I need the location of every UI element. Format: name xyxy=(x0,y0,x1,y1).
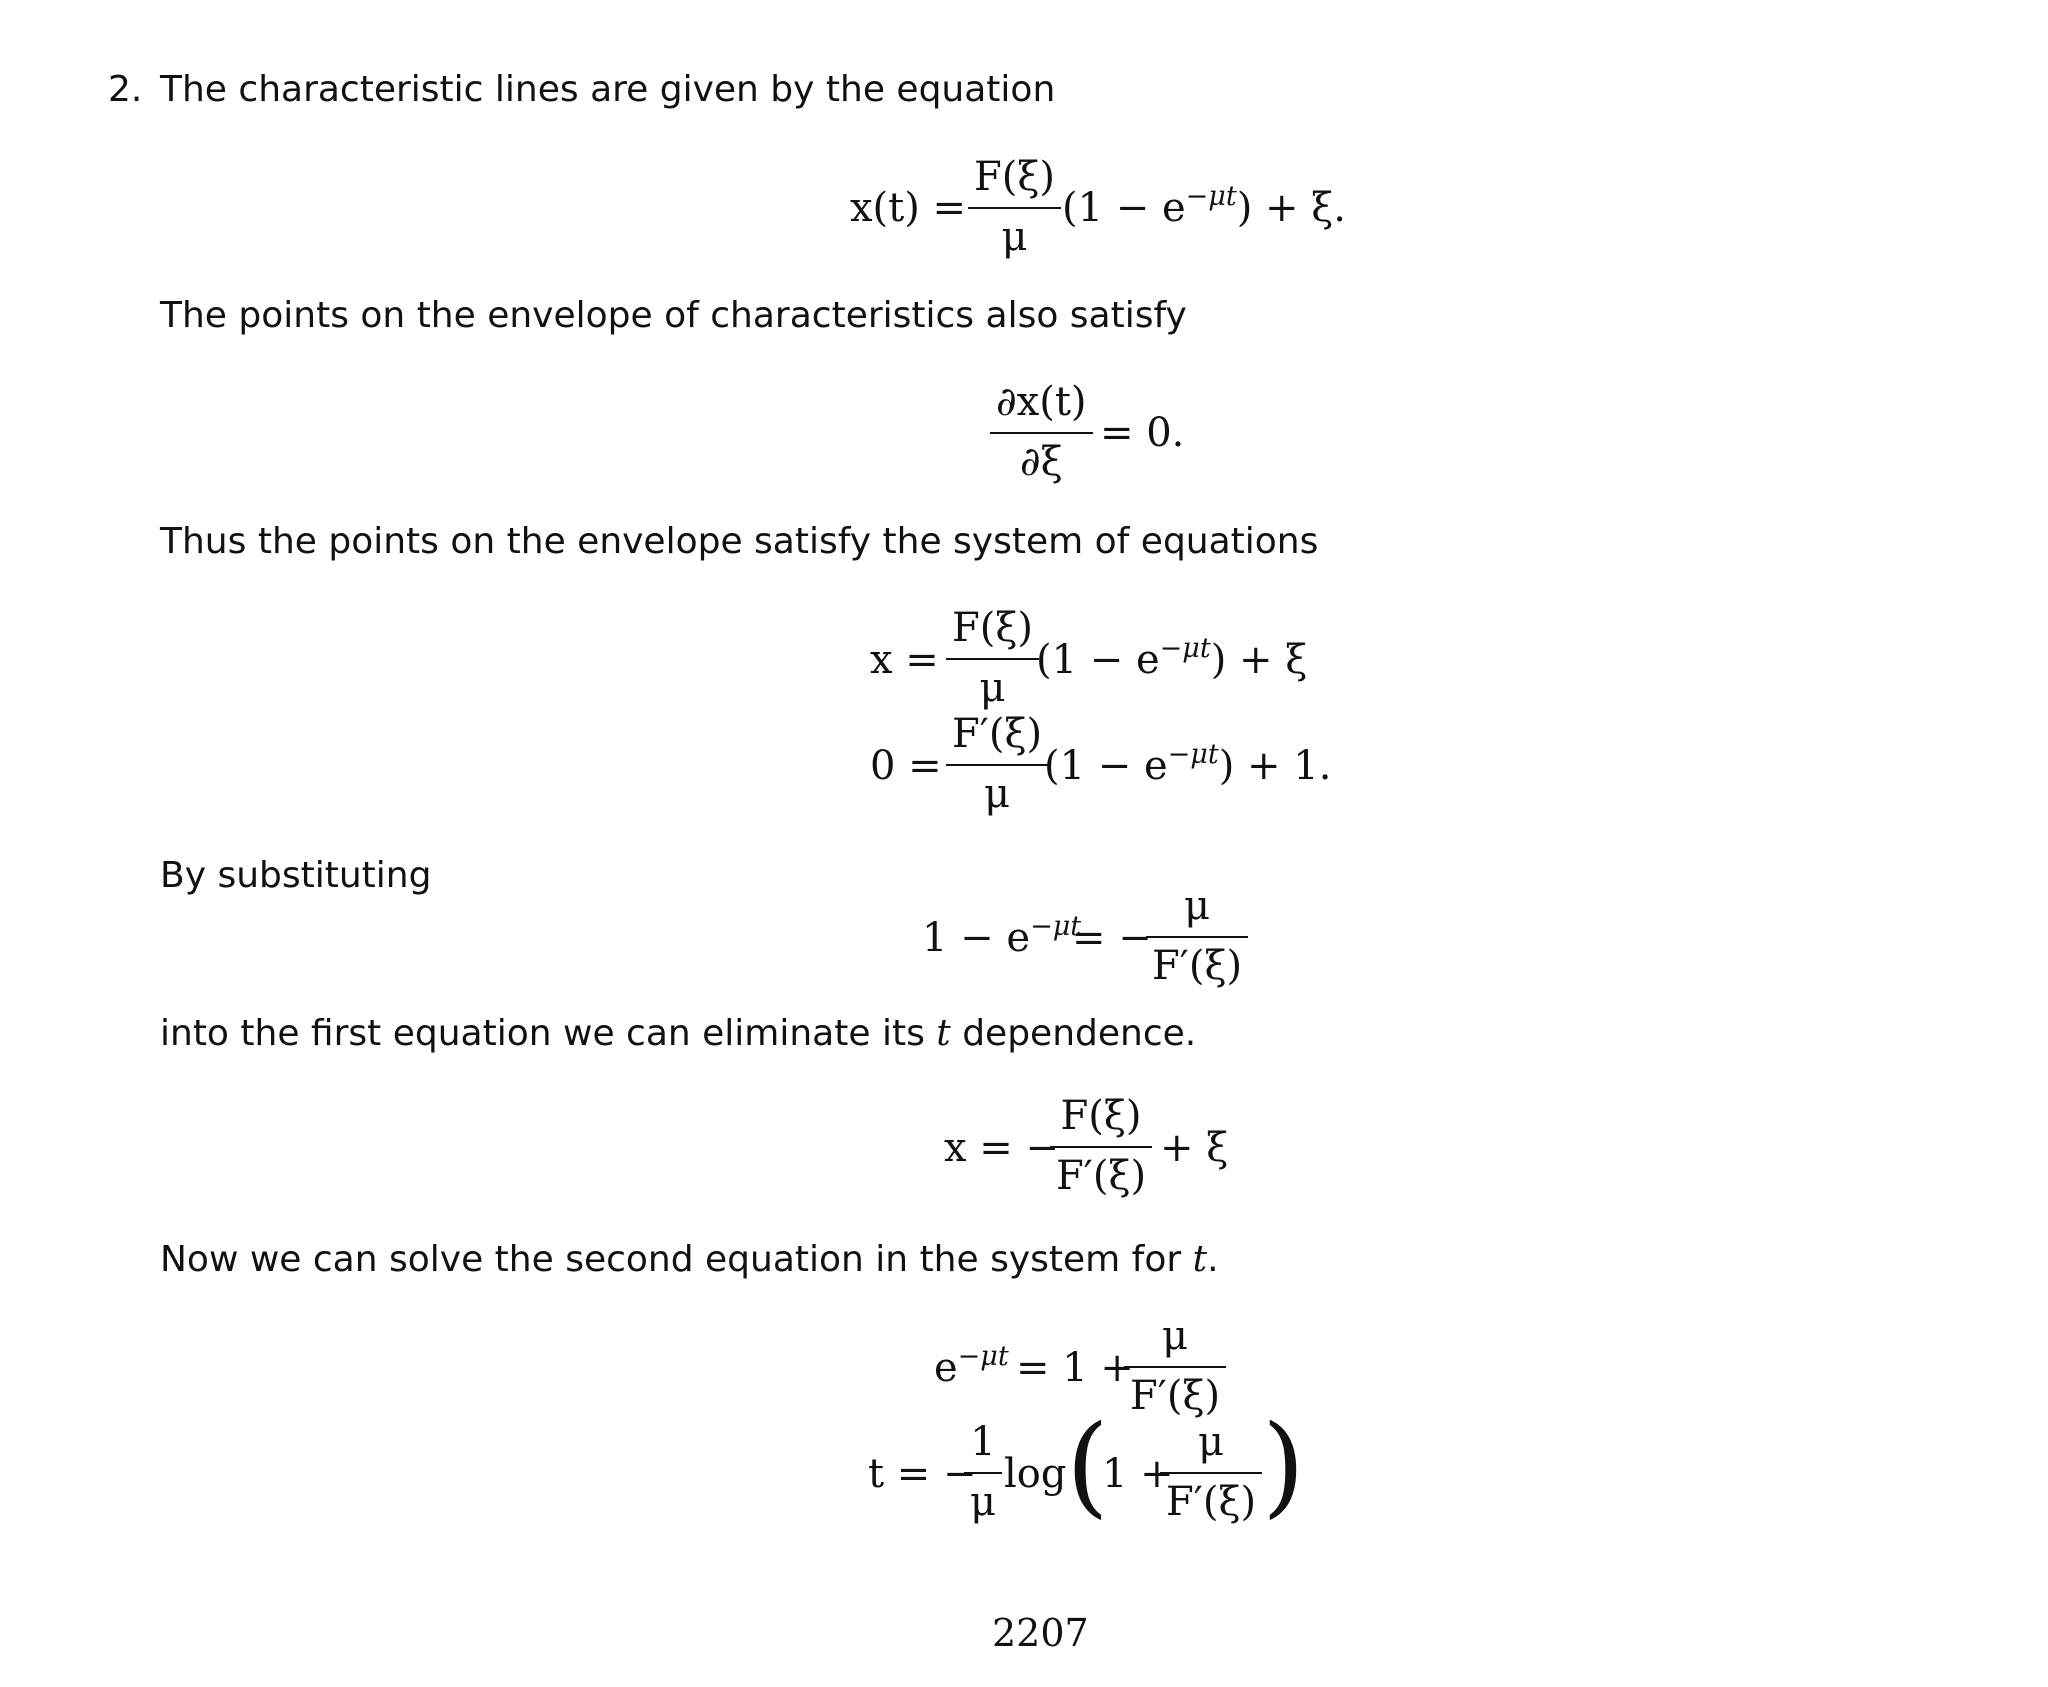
eq6-row1-lhs: $e^{-\mu t}$ xyxy=(934,1341,1009,1391)
eq3-row2-exponent: −μt xyxy=(1167,739,1219,770)
fraction-bar xyxy=(968,207,1061,209)
eq3-row1-exponent: −μt xyxy=(1159,633,1211,664)
paragraph-substituting: By substituting xyxy=(160,855,432,896)
eq4-equals: = − xyxy=(1072,915,1152,961)
eq4-fraction xyxy=(1146,883,1248,989)
fraction-bar xyxy=(946,764,1048,766)
eq3-row1-factor: $(1 - e^{-\mu t}) + \xi$ xyxy=(1036,633,1308,683)
fraction-bar xyxy=(1160,1472,1262,1474)
paragraph-envelope: The points on the envelope of characteristics also satisfy xyxy=(160,295,1187,336)
eq1-factor: $(1 - e^{-\mu t}) + \xi$. xyxy=(1062,181,1346,231)
variable-t: t xyxy=(1192,1239,1208,1280)
eq3-row1-denominator: μ xyxy=(979,665,1006,711)
eq1-fraction xyxy=(968,154,1061,260)
eq4-denominator: F′(ξ) xyxy=(1152,943,1243,989)
eq5-denominator: F′(ξ) xyxy=(1056,1153,1147,1199)
eq6-row2-denominator: μ xyxy=(970,1479,996,1525)
eq3-row2-numerator: F′(ξ) xyxy=(952,711,1043,757)
eq6-close-paren: ) xyxy=(1262,1401,1305,1529)
eq1-denominator: μ xyxy=(1001,214,1028,260)
eq6-row2-inner: 1 + xyxy=(1102,1451,1174,1497)
eq6-row2-lhs: t = − xyxy=(868,1451,977,1497)
eq6-row2-inner-numerator: μ xyxy=(1198,1419,1225,1465)
eq6-row1-denominator: F′(ξ) xyxy=(1130,1373,1221,1419)
eq3-row1-fraction xyxy=(946,605,1039,711)
eq6-open-paren: ( xyxy=(1066,1401,1109,1529)
fraction-bar xyxy=(964,1472,1002,1474)
eq3-row2-factor: $(1 - e^{-\mu t}) + 1$. xyxy=(1044,739,1332,789)
eq5-fraction xyxy=(1050,1093,1152,1199)
eq3-row2-denominator: μ xyxy=(984,771,1011,817)
eq2-numerator: ∂x(t) xyxy=(996,379,1087,425)
paragraph-solve: Now we can solve the second equation in the system for t. xyxy=(160,1239,1219,1280)
eq4-numerator: μ xyxy=(1184,883,1211,929)
eq5-numerator: F(ξ) xyxy=(1060,1093,1142,1139)
fraction-bar xyxy=(946,658,1039,660)
eq1-exponent: −μt xyxy=(1185,181,1237,212)
eq3-row2-fraction xyxy=(946,711,1048,817)
eq5-tail: + ξ xyxy=(1160,1125,1229,1171)
eq6-row2-fraction xyxy=(964,1419,1002,1525)
eq1-lhs: x(t) = xyxy=(850,185,967,231)
eq3-row1-numerator: F(ξ) xyxy=(952,605,1033,651)
paragraph-intro: The characteristic lines are given by the equation xyxy=(160,69,1056,110)
fraction-bar xyxy=(1050,1146,1152,1148)
eq6-row2-numerator: 1 xyxy=(970,1419,996,1465)
fraction-bar xyxy=(1124,1366,1226,1368)
eq6-row2-inner-fraction xyxy=(1160,1419,1262,1525)
fraction-bar xyxy=(1146,936,1248,938)
eq4-lhs: $1 - e^{-\mu t}$ xyxy=(922,911,1082,961)
item-number: 2. xyxy=(108,69,143,110)
eq6-row1-numerator: μ xyxy=(1162,1313,1189,1359)
page-number: 2207 xyxy=(992,1611,1089,1655)
eq3-row2-lhs: 0 = xyxy=(870,743,942,789)
paragraph-eliminate: into the first equation we can eliminate its t dependence. xyxy=(160,1013,1197,1054)
eq1-numerator: F(ξ) xyxy=(974,154,1055,200)
paragraph-system: Thus the points on the envelope satisfy the system of equations xyxy=(160,521,1319,562)
eq6-row1-exponent: −μt xyxy=(957,1341,1009,1372)
eq3-row1-lhs: x = xyxy=(870,637,939,683)
eq5-lhs: x = − xyxy=(944,1125,1060,1171)
eq6-row1-rhs: = 1 + xyxy=(1016,1345,1134,1391)
eq6-row2-inner-denominator: F′(ξ) xyxy=(1166,1479,1257,1525)
variable-t: t xyxy=(936,1013,951,1054)
fraction-bar xyxy=(990,432,1093,434)
eq4-exponent: −μt xyxy=(1030,911,1082,942)
eq6-row1-fraction xyxy=(1124,1313,1226,1419)
eq2-rhs: = 0. xyxy=(1100,410,1185,456)
eq6-row2-log: log xyxy=(1004,1451,1067,1497)
eq2-denominator: ∂ξ xyxy=(1019,439,1063,485)
eq2-fraction xyxy=(990,379,1093,485)
